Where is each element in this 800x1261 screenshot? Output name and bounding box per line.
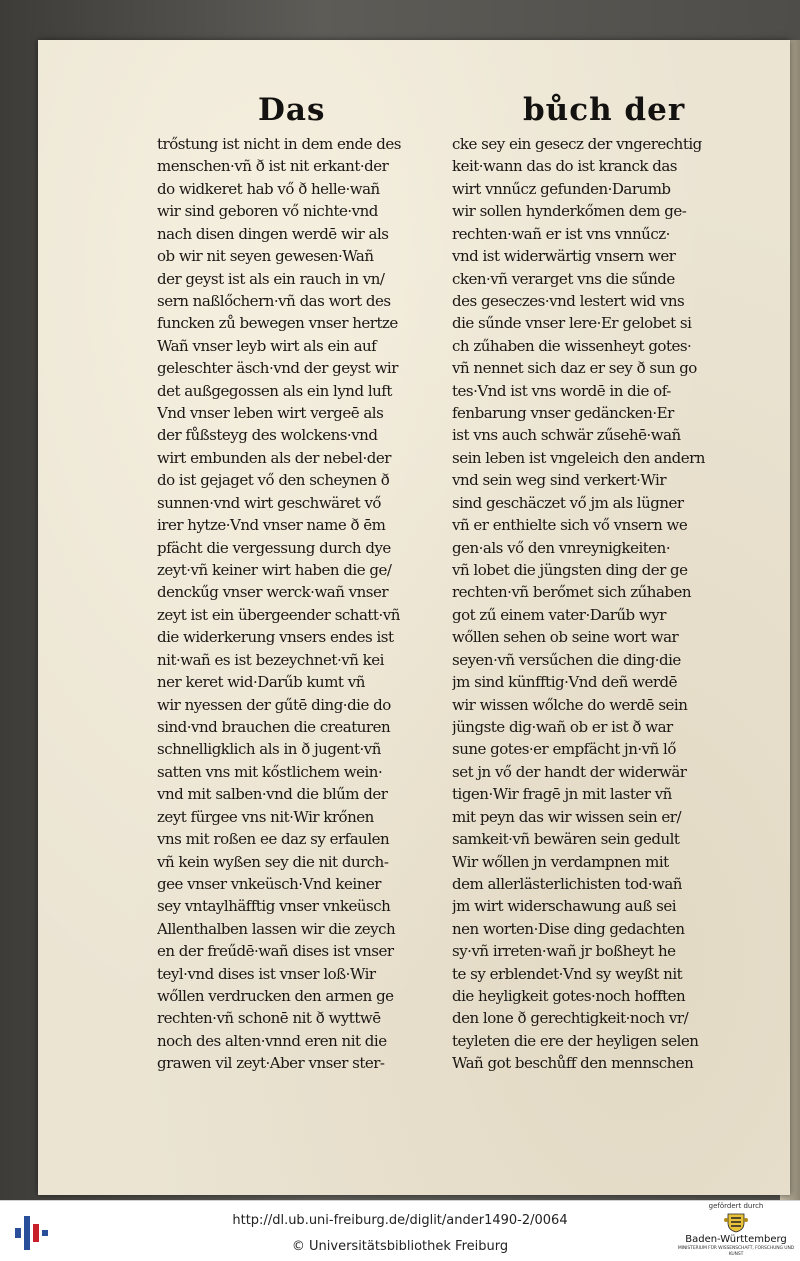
text-line: sunnen·vnd wirt geschwäret vő: [157, 493, 381, 512]
text-line: wir nyessen der gűtē ding·die do: [157, 695, 391, 714]
text-line: Vnd vnser leben wirt vergeē als: [157, 404, 384, 423]
text-line: nit·wañ es ist bezeychnet·vñ kei: [157, 650, 384, 669]
state-crest-icon: [723, 1211, 749, 1233]
text-line: wirt vnnűcz gefunden·Darumb: [452, 179, 671, 198]
text-line: sern naßlőchern·vñ das wort des: [157, 291, 391, 310]
text-line: sune gotes·er empfächt jn·vñ lő: [452, 740, 676, 759]
text-line: vns mit roßen ee daz sy erfaulen: [157, 830, 390, 849]
sponsor-label: gefördert durch: [708, 1202, 764, 1210]
text-line: rechten·vñ berőmet sich zűhaben: [452, 583, 692, 602]
text-line: set jn vő der handt der widerwär: [452, 762, 687, 781]
text-line: wirt embunden als der nebel·der: [157, 448, 391, 467]
text-line: rechten·vñ schonē nit ð wyttwē: [157, 1009, 381, 1028]
text-line: te sy erblendet·Vnd sy weyßt nit: [452, 964, 683, 983]
text-line: grawen vil zeyt·Aber vnser ster-: [157, 1054, 385, 1073]
text-line: vnd ist widerwärtig vnsern wer: [452, 247, 676, 266]
text-line: vnd sein weg sind verkert·Wir: [452, 471, 666, 490]
text-line: teyl·vnd dises ist vnser loß·Wir: [157, 964, 376, 983]
text-line: zeyt ist ein übergeender schatt·vñ: [157, 605, 400, 624]
sponsor-ministry: MINISTERIUM FÜR WISSENSCHAFT, FORSCHUNG UND KUNST: [677, 1246, 795, 1257]
text-line: nen worten·Dise ding gedachten: [452, 919, 685, 938]
text-line: wőllen sehen ob seine wort war: [452, 628, 679, 647]
text-line: sey vntaylhäfftig vnser vnkeüsch: [157, 897, 391, 916]
text-line: jüngste dig·wañ ob er ist ð war: [452, 717, 673, 736]
text-line: det außgegossen als ein lynd luft: [157, 381, 392, 400]
text-line: Wir wőllen jn verdampnen mit: [452, 852, 669, 871]
text-line: trőstung ist nicht in dem ende des: [157, 135, 401, 153]
text-line: die widerkerung vnsers endes ist: [157, 628, 394, 647]
text-column-right: [452, 133, 732, 1075]
text-line: die heyligkeit gotes·noch hofften: [452, 987, 686, 1006]
text-line: zeyt·vñ keiner wirt haben die ge/: [157, 561, 392, 580]
text-line: tes·Vnd ist vns wordē in die of-: [452, 381, 671, 400]
text-line: keit·wann das do ist kranck das: [452, 157, 677, 176]
text-line: ob wir nit seyen gewesen·Wañ: [157, 247, 374, 266]
permalink-url[interactable]: http://dl.ub.uni-freiburg.de/diglit/ander1490-2/0064: [232, 1213, 568, 1228]
text-line: wir sind geboren vő nichte·vnd: [157, 202, 378, 221]
text-line: vñ nennet sich daz er sey ð sun go: [452, 359, 697, 378]
text-line: ch zűhaben die wissenheyt gotes·: [452, 336, 692, 355]
text-line: vnd mit salben·vnd die blűm der: [157, 785, 388, 804]
text-line: sind·vnd brauchen die creaturen: [157, 717, 391, 736]
text-line: des geseczes·vnd lestert wid vns: [452, 291, 685, 310]
text-line: zeyt fürgee vns nit·Wir krőnen: [157, 807, 374, 826]
text-line: teyleten die ere der heyligen selen: [452, 1031, 699, 1050]
text-line: cke sey ein gesecz der vngerechtig: [452, 135, 702, 153]
text-line: funcken zů bewegen vnser hertze: [157, 314, 398, 333]
text-line: do ist gejaget vő den scheynen ð: [157, 471, 390, 490]
running-header-right: bůch der: [523, 92, 686, 128]
text-line: ist vns auch schwär zűsehē·wañ: [452, 426, 681, 445]
sponsor-block: [676, 1202, 796, 1258]
text-line: Allenthalben lassen wir die zeych: [157, 919, 396, 938]
text-line: wir sollen hynderkőmen dem ge-: [452, 202, 687, 221]
text-column-left: [157, 133, 437, 1075]
text-line: noch des alten·vnnd eren nit die: [157, 1031, 387, 1050]
text-line: mit peyn das wir wissen sein er/: [452, 807, 682, 826]
text-line: tigen·Wir fragē jn mit laster vñ: [452, 785, 672, 804]
text-line: samkeit·vñ bewären sein gedult: [452, 830, 680, 849]
text-line: sind geschäczet vő jm als lügner: [452, 493, 684, 512]
text-line: der fůßsteyg des wolckens·vnd: [157, 426, 378, 445]
text-line: die sűnde vnser lere·Er gelobet si: [452, 314, 692, 333]
text-line: gee vnser vnkeüsch·Vnd keiner: [157, 874, 381, 893]
text-line: satten vns mit kőstlichem wein·: [157, 762, 383, 781]
text-line: cken·vñ verarget vns die sűnde: [452, 269, 675, 288]
text-line: vñ kein wyßen sey die nit durch-: [157, 852, 389, 871]
text-line: irer hytze·Vnd vnser name ð ēm: [157, 516, 386, 535]
text-line: pfächt die vergessung durch dye: [157, 538, 391, 557]
text-line: vñ lobet die jüngsten ding der ge: [452, 561, 688, 580]
running-header-left: Das: [258, 92, 326, 128]
text-line: got zű einem vater·Darűb wyr: [452, 605, 666, 624]
sponsor-state: Baden-Württemberg: [685, 1234, 787, 1245]
text-line: ner keret wid·Darűb kumt vñ: [157, 673, 365, 692]
text-line: sein leben ist vngeleich den andern: [452, 448, 705, 467]
text-line: den lone ð gerechtigkeit·noch vr/: [452, 1009, 689, 1028]
text-line: nach disen dingen werdē wir als: [157, 224, 389, 243]
text-line: sy·vñ irreten·wañ jr boßheyt he: [452, 942, 676, 961]
text-line: Wañ vnser leyb wirt als ein auf: [157, 336, 377, 355]
copyright-notice: © Universitätsbibliothek Freiburg: [291, 1239, 509, 1254]
text-line: en der freűdē·wañ dises ist vnser: [157, 942, 394, 961]
text-line: der geyst ist als ein rauch in vn/: [157, 269, 385, 288]
text-line: rechten·wañ er ist vns vnnűcz·: [452, 224, 670, 243]
text-line: jm sind künfftig·Vnd deñ werdē: [452, 673, 678, 692]
text-line: wőllen verdrucken den armen ge: [157, 987, 394, 1006]
text-line: vñ er enthielte sich vő vnsern we: [452, 516, 688, 535]
text-line: seyen·vñ versűchen die ding·die: [452, 650, 681, 669]
text-line: wir wissen wőlche do werdē sein: [452, 695, 688, 714]
text-line: denckűg vnser werck·wañ vnser: [157, 583, 389, 602]
text-line: fenbarung vnser gedäncken·Er: [452, 404, 674, 423]
text-line: gen·als vő den vnreynigkeiten·: [452, 538, 671, 557]
text-line: dem allerlästerlichisten tod·wañ: [452, 874, 682, 893]
text-line: schnelligklich als in ð jugent·vñ: [157, 740, 381, 759]
text-line: do widkeret hab vő ð helle·wañ: [157, 179, 380, 198]
text-line: jm wirt widerschawung auß sei: [452, 897, 677, 916]
text-line: Wañ got beschůff den mennschen: [452, 1054, 694, 1073]
text-line: menschen·vñ ð ist nit erkant·der: [157, 157, 389, 176]
text-line: geleschter äsch·vnd der geyst wir: [157, 359, 398, 378]
